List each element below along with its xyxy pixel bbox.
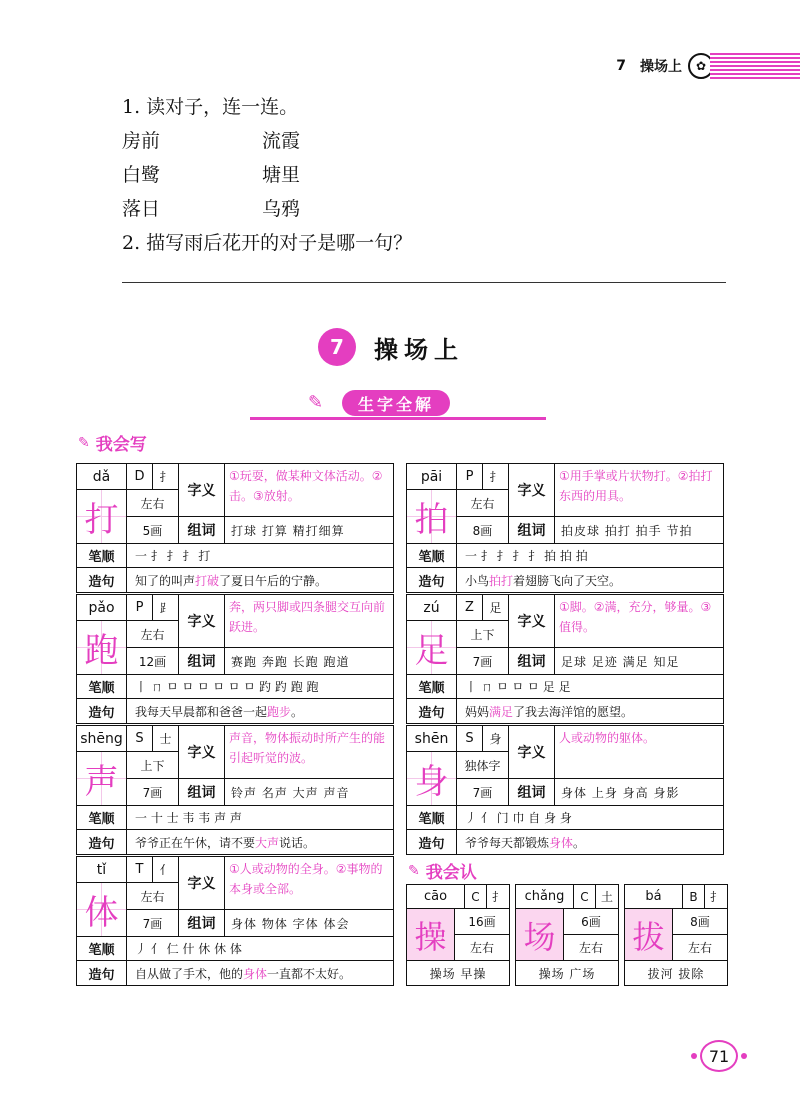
page-header bbox=[616, 50, 800, 82]
sentence: 我每天早晨都和爸爸一起 跑步 。 bbox=[135, 704, 304, 719]
dot-icon bbox=[741, 1053, 747, 1059]
pinyin: zú bbox=[407, 595, 457, 620]
stroke-order: 一 扌 扌 扌 扌 拍 拍 拍 bbox=[465, 549, 588, 563]
lesson-number: 7 bbox=[318, 328, 356, 366]
sentence-label: 造句 bbox=[77, 568, 127, 592]
pinyin: shēng bbox=[77, 726, 127, 751]
words-label: 组词 bbox=[179, 910, 225, 936]
index-letter: P bbox=[127, 595, 153, 620]
character: 声 bbox=[77, 752, 127, 805]
recognize-card bbox=[624, 884, 728, 986]
words-text: 打球 打算 精打细算 bbox=[231, 523, 345, 538]
index-letter: Z bbox=[457, 595, 483, 620]
character: 体 bbox=[77, 883, 127, 936]
meaning-text: ①人或动物的全身。②事物的本身或全部。 bbox=[229, 862, 383, 896]
index-letter: B bbox=[683, 885, 705, 908]
words-text: 铃声 名声 大声 声音 bbox=[231, 785, 350, 800]
character: 身 bbox=[407, 752, 457, 805]
pair-row: 落日 乌鸦 bbox=[122, 198, 301, 220]
pair-row: 房前 流霞 bbox=[122, 130, 301, 152]
stroke-count: 7画 bbox=[142, 785, 163, 800]
character: 拍 bbox=[407, 490, 457, 543]
pinyin: chǎng bbox=[516, 885, 574, 908]
char-card bbox=[76, 463, 394, 593]
character: 打 bbox=[77, 490, 127, 543]
sentence-label: 造句 bbox=[407, 830, 457, 854]
order-label: 笔顺 bbox=[77, 937, 127, 960]
words-label: 组词 bbox=[509, 779, 555, 805]
meaning-label: 字义 bbox=[179, 726, 225, 778]
radical: 士 bbox=[159, 732, 172, 746]
sentence: 小鸟 拍打 着翅膀飞向了天空。 bbox=[465, 573, 622, 588]
lesson-heading bbox=[318, 328, 464, 366]
index-letter: C bbox=[465, 885, 487, 908]
radical: 土 bbox=[600, 890, 613, 904]
reading-mascot-icon: ✿ bbox=[688, 53, 714, 79]
stroke-count: 6画 bbox=[564, 909, 618, 935]
meaning-label: 字义 bbox=[509, 464, 555, 516]
meaning-text: 奔，两只脚或四条腿交互向前跃进。 bbox=[229, 600, 386, 634]
index-letter: T bbox=[127, 857, 153, 882]
recognize-card bbox=[515, 884, 619, 986]
pinyin: pǎo bbox=[77, 595, 127, 620]
highlight-word: 大声 bbox=[255, 835, 280, 850]
stroke-order: 丨 ㄇ ㅁ ㅁ ㅁ ㅁ ㅁ ㅁ 趵 趵 跑 跑 bbox=[135, 680, 319, 694]
sentence-label: 造句 bbox=[407, 699, 457, 723]
words-label: 组词 bbox=[179, 517, 225, 543]
meaning-label: 字义 bbox=[509, 726, 555, 778]
words-label: 组词 bbox=[509, 517, 555, 543]
meaning-label: 字义 bbox=[179, 464, 225, 516]
order-label: 笔顺 bbox=[77, 675, 127, 698]
words-label: 组词 bbox=[179, 648, 225, 674]
order-label: 笔顺 bbox=[77, 544, 127, 567]
stroke-count: 7画 bbox=[472, 654, 493, 669]
lesson-title: 操场上 bbox=[374, 335, 464, 364]
sentence: 知了的叫声 打破 了夏日午后的宁静。 bbox=[135, 573, 328, 588]
meaning-label: 字义 bbox=[179, 857, 225, 909]
order-label: 笔顺 bbox=[407, 544, 457, 567]
meaning-text: 声音，物体振动时所产生的能引起听觉的波。 bbox=[229, 731, 386, 765]
meaning-label: 字义 bbox=[179, 595, 225, 647]
banner-line bbox=[250, 417, 546, 420]
char-card bbox=[76, 725, 394, 855]
radical: ⻊ bbox=[159, 601, 172, 615]
order-label: 笔顺 bbox=[407, 806, 457, 829]
stroke-count: 8画 bbox=[472, 523, 493, 538]
structure: 左右 bbox=[127, 883, 178, 910]
words-label: 组词 bbox=[509, 648, 555, 674]
radical: 身 bbox=[489, 732, 502, 746]
recognize-section-title: ✎ 我会认 bbox=[408, 862, 477, 883]
radical: 扌 bbox=[159, 470, 172, 484]
index-letter: D bbox=[127, 464, 153, 489]
character: 跑 bbox=[77, 621, 127, 674]
stroke-order: 丨 ㄇ ㅁ ㅁ ㅁ 足 足 bbox=[465, 680, 571, 694]
meaning-text: ①用手掌或片状物打。②拍打东西的用具。 bbox=[559, 469, 713, 503]
structure: 左右 bbox=[469, 941, 494, 955]
structure: 左右 bbox=[457, 490, 508, 517]
stroke-count: 16画 bbox=[455, 909, 509, 935]
character: 场 bbox=[516, 909, 564, 960]
meaning-text: ①玩耍，做某种文体活动。②击。③放射。 bbox=[229, 469, 383, 503]
structure: 左右 bbox=[687, 941, 712, 955]
words-text: 拍皮球 拍打 拍手 节拍 bbox=[561, 523, 693, 538]
write-section-title: ✎ 我会写 bbox=[78, 434, 147, 455]
chapter-number: 7 bbox=[616, 58, 626, 74]
stroke-count: 7画 bbox=[142, 916, 163, 931]
pinyin: dǎ bbox=[77, 464, 127, 489]
radical: 足 bbox=[489, 601, 502, 615]
stroke-order: 丿 亻 仁 什 休 休 体 bbox=[135, 942, 242, 956]
stroke-order: 一 扌 扌 扌 打 bbox=[135, 549, 211, 563]
character: 足 bbox=[407, 621, 457, 674]
meaning-text: ①脚。②满，充分，够量。③值得。 bbox=[559, 600, 712, 634]
pinyin: cāo bbox=[407, 885, 465, 908]
sentence-label: 造句 bbox=[77, 961, 127, 985]
dot-icon bbox=[691, 1053, 697, 1059]
radical: 亻 bbox=[159, 863, 172, 877]
sentence: 妈妈 满足 了我去海洋馆的愿望。 bbox=[465, 704, 634, 719]
structure: 上下 bbox=[127, 752, 178, 779]
page-number: 71 bbox=[700, 1040, 738, 1072]
answer-line bbox=[122, 282, 726, 283]
section-banner bbox=[250, 390, 546, 420]
sentence-label: 造句 bbox=[77, 699, 127, 723]
stroke-count: 7画 bbox=[472, 785, 493, 800]
stroke-order: 丿 亻 门 巾 自 身 身 bbox=[465, 811, 572, 825]
question-1: 1. 读对子，连一连。 bbox=[122, 96, 299, 118]
char-card bbox=[76, 856, 394, 986]
pair-row: 白鹭 塘里 bbox=[122, 164, 301, 186]
char-card bbox=[76, 594, 394, 724]
words-label: 组词 bbox=[179, 779, 225, 805]
pinyin: bá bbox=[625, 885, 683, 908]
question-2: 2. 描写雨后花开的对子是哪一句？ bbox=[122, 232, 413, 254]
words-text: 拔河 拔除 bbox=[647, 966, 705, 981]
index-letter: S bbox=[457, 726, 483, 751]
structure: 上下 bbox=[457, 621, 508, 648]
meaning-text: 人或动物的躯体。 bbox=[559, 731, 656, 745]
highlight-word: 身体 bbox=[549, 835, 574, 850]
structure: 左右 bbox=[127, 490, 178, 517]
character: 操 bbox=[407, 909, 455, 960]
pinyin: shēn bbox=[407, 726, 457, 751]
stroke-count: 8画 bbox=[673, 909, 727, 935]
page-number-badge bbox=[688, 1040, 750, 1072]
char-card bbox=[406, 725, 724, 855]
char-card bbox=[406, 594, 724, 724]
words-text: 操场 广场 bbox=[538, 966, 596, 981]
highlight-word: 拍打 bbox=[489, 573, 514, 588]
pinyin: pāi bbox=[407, 464, 457, 489]
structure: 左右 bbox=[578, 941, 603, 955]
structure: 左右 bbox=[127, 621, 178, 648]
highlight-word: 跑步 bbox=[267, 704, 292, 719]
character: 拔 bbox=[625, 909, 673, 960]
sentence-label: 造句 bbox=[77, 830, 127, 854]
words-text: 身体 物体 字体 体会 bbox=[231, 916, 350, 931]
radical: 扌 bbox=[709, 890, 722, 904]
banner-label: 生字全解 bbox=[342, 390, 450, 416]
highlight-word: 满足 bbox=[489, 704, 514, 719]
meaning-label: 字义 bbox=[509, 595, 555, 647]
pinyin: tǐ bbox=[77, 857, 127, 882]
sentence: 爷爷每天都锻炼 身体 。 bbox=[465, 835, 586, 850]
chapter-title: 操场上 bbox=[640, 59, 682, 75]
sentence: 爷爷正在午休，请不要 大声 说话。 bbox=[135, 835, 316, 850]
radical: 扌 bbox=[489, 470, 502, 484]
words-text: 身体 上身 身高 身影 bbox=[561, 785, 680, 800]
highlight-word: 身体 bbox=[243, 966, 268, 981]
pen-icon: ✎ bbox=[78, 434, 90, 451]
stroke-count: 5画 bbox=[142, 523, 163, 538]
highlight-word: 打破 bbox=[195, 573, 220, 588]
stroke-count: 12画 bbox=[138, 654, 167, 669]
sentence: 自从做了手术，他的 身体 一直都不太好。 bbox=[135, 966, 352, 981]
recognize-card bbox=[406, 884, 510, 986]
structure: 独体字 bbox=[457, 752, 508, 779]
order-label: 笔顺 bbox=[77, 806, 127, 829]
pencil-icon: ✎ bbox=[308, 392, 324, 413]
char-card bbox=[406, 463, 724, 593]
stroke-order: 一 十 士 韦 韦 声 声 bbox=[135, 811, 242, 825]
order-label: 笔顺 bbox=[407, 675, 457, 698]
words-text: 足球 足迹 满足 知足 bbox=[561, 654, 680, 669]
words-text: 操场 早操 bbox=[429, 966, 487, 981]
index-letter: C bbox=[574, 885, 596, 908]
index-letter: S bbox=[127, 726, 153, 751]
words-text: 赛跑 奔跑 长跑 跑道 bbox=[231, 654, 350, 669]
sentence-label: 造句 bbox=[407, 568, 457, 592]
header-stripes bbox=[710, 53, 800, 79]
index-letter: P bbox=[457, 464, 483, 489]
pen-icon: ✎ bbox=[408, 862, 420, 879]
radical: 扌 bbox=[491, 890, 504, 904]
